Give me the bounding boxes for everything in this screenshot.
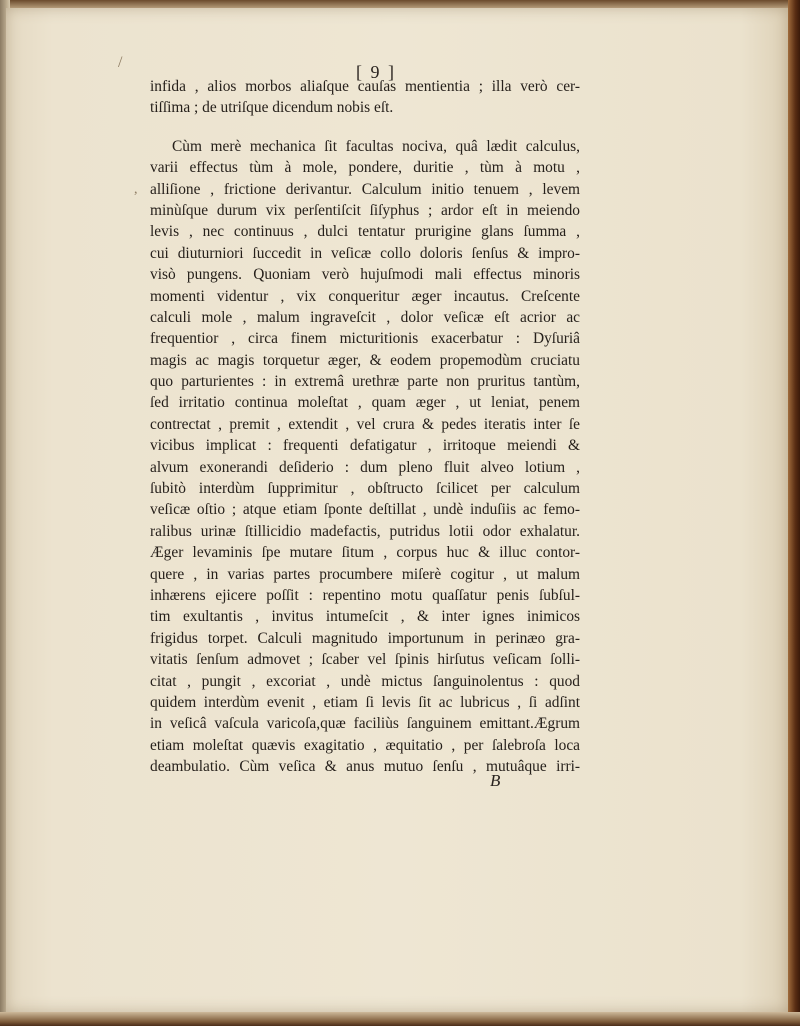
body-text xyxy=(150,76,580,778)
text-line: momenti videntur , vix conqueritur æger incautus. Creſcente xyxy=(150,287,580,305)
page-number: [ 9 ] xyxy=(356,62,396,82)
text-line: cui diuturniori ſuccedit in veſicæ collo doloris ſenſus & impro- xyxy=(150,244,580,262)
text-line: quidem interdùm evenit , etiam ſi levis ſit ac lubricus , ſi adſint xyxy=(150,693,580,711)
ink-mark: / xyxy=(118,54,123,71)
text-line: deambulatio. Cùm veſica & anus mutuo ſenſu , mutuâque irri- xyxy=(150,758,580,776)
page-top-edge xyxy=(0,0,800,8)
text-line: ſed irritatio continua moleſtat , quam æger , ut leniat, penem xyxy=(150,394,580,412)
text-line: vicibus implicat : frequenti defatigatur , irritoque meiendi & xyxy=(150,437,580,455)
text-line: levis , nec continuus , dulci tentatur prurigine glans ſumma , xyxy=(150,223,580,241)
text-line: minùſque durum vix perſentiſcit ſiſyphus ; ardor eſt in meiendo xyxy=(150,201,580,219)
text-line: frigidus torpet. Calculi magnitudo importunum in perinæo gra- xyxy=(150,629,580,647)
text-line: in veſicâ vaſcula varicoſa,quæ faciliùs ſanguinem emittant.Ægrum xyxy=(150,715,580,733)
text-line: Æger levaminis ſpe mutare ſitum , corpus huc & illuc contor- xyxy=(150,544,580,562)
text-line: infida , alios morbos aliaſque cauſas mentientia ; illa verò cer- xyxy=(150,78,580,95)
text-line: tiſſima ; de utriſque dicendum nobis eſt. xyxy=(150,99,394,117)
text-line: Cùm merè mechanica ſit facultas nociva, quâ lædit calculus, xyxy=(172,137,580,155)
text-line: varii effectus tùm à mole, pondere, duritie , tùm à motu , xyxy=(150,159,580,177)
text-line: quere , in varias partes procumbere miſerè cogitur , ut malum xyxy=(150,565,580,583)
text-line: tim exultantis , invitus intumeſcit , & inter ignes inimicos xyxy=(150,608,580,626)
text-line: vitatis ſenſum admovet ; ſcaber vel ſpinis hirſutus veſicam ſolli- xyxy=(150,651,580,669)
signature-mark: B xyxy=(490,771,501,790)
text-line: frequentior , circa finem micturitionis exacerbatur : Dyſuriâ xyxy=(150,330,580,348)
text-line: calculi mole , malum ingraveſcit , dolor veſicæ eſt acrior ac xyxy=(150,308,580,326)
text-line: veſicæ oſtio ; atque etiam ſponte deſtillat , undè induſiis ac femo- xyxy=(150,501,580,519)
text-line: ſubitò interdùm ſupprimitur , obſtructo ſcilicet per calculum xyxy=(150,480,580,498)
text-line: visò pungens. Quoniam verò hujuſmodi mali effectus minoris xyxy=(150,266,580,284)
text-line: alvum exonerandi deſiderio : dum pleno fluit alveo lotium , xyxy=(150,458,580,476)
text-line: ralibus urinæ ſtillicidio madefactis, putridus lotii odor exhalatur. xyxy=(150,522,580,540)
stray-mark: , xyxy=(134,182,138,197)
text-line: inhærens ejicere poſſit : repentino motu quaſſatur penis ſubſul- xyxy=(150,586,580,604)
text-line: citat , pungit , excoriat , undè mictus ſanguinolentus : quod xyxy=(150,672,580,690)
text-line: etiam moleſtat quævis exagitatio , æquitatio , per ſalebroſa loca xyxy=(150,736,580,754)
page-bottom-edge xyxy=(0,1012,800,1026)
text-line: quo parturientes : in extremâ urethræ parte non pruritus tantùm, xyxy=(150,373,580,391)
book-spine-edge xyxy=(788,0,800,1026)
text-line: magis ac magis torquetur æger, & eodem propemodùm cruciatu xyxy=(150,351,580,369)
text-line: contrectat , premit , extendit , vel crura & pedes iteratis inter ſe xyxy=(150,415,580,433)
text-line: alliſione , frictione derivantur. Calculum initio tenuem , levem xyxy=(150,180,580,198)
